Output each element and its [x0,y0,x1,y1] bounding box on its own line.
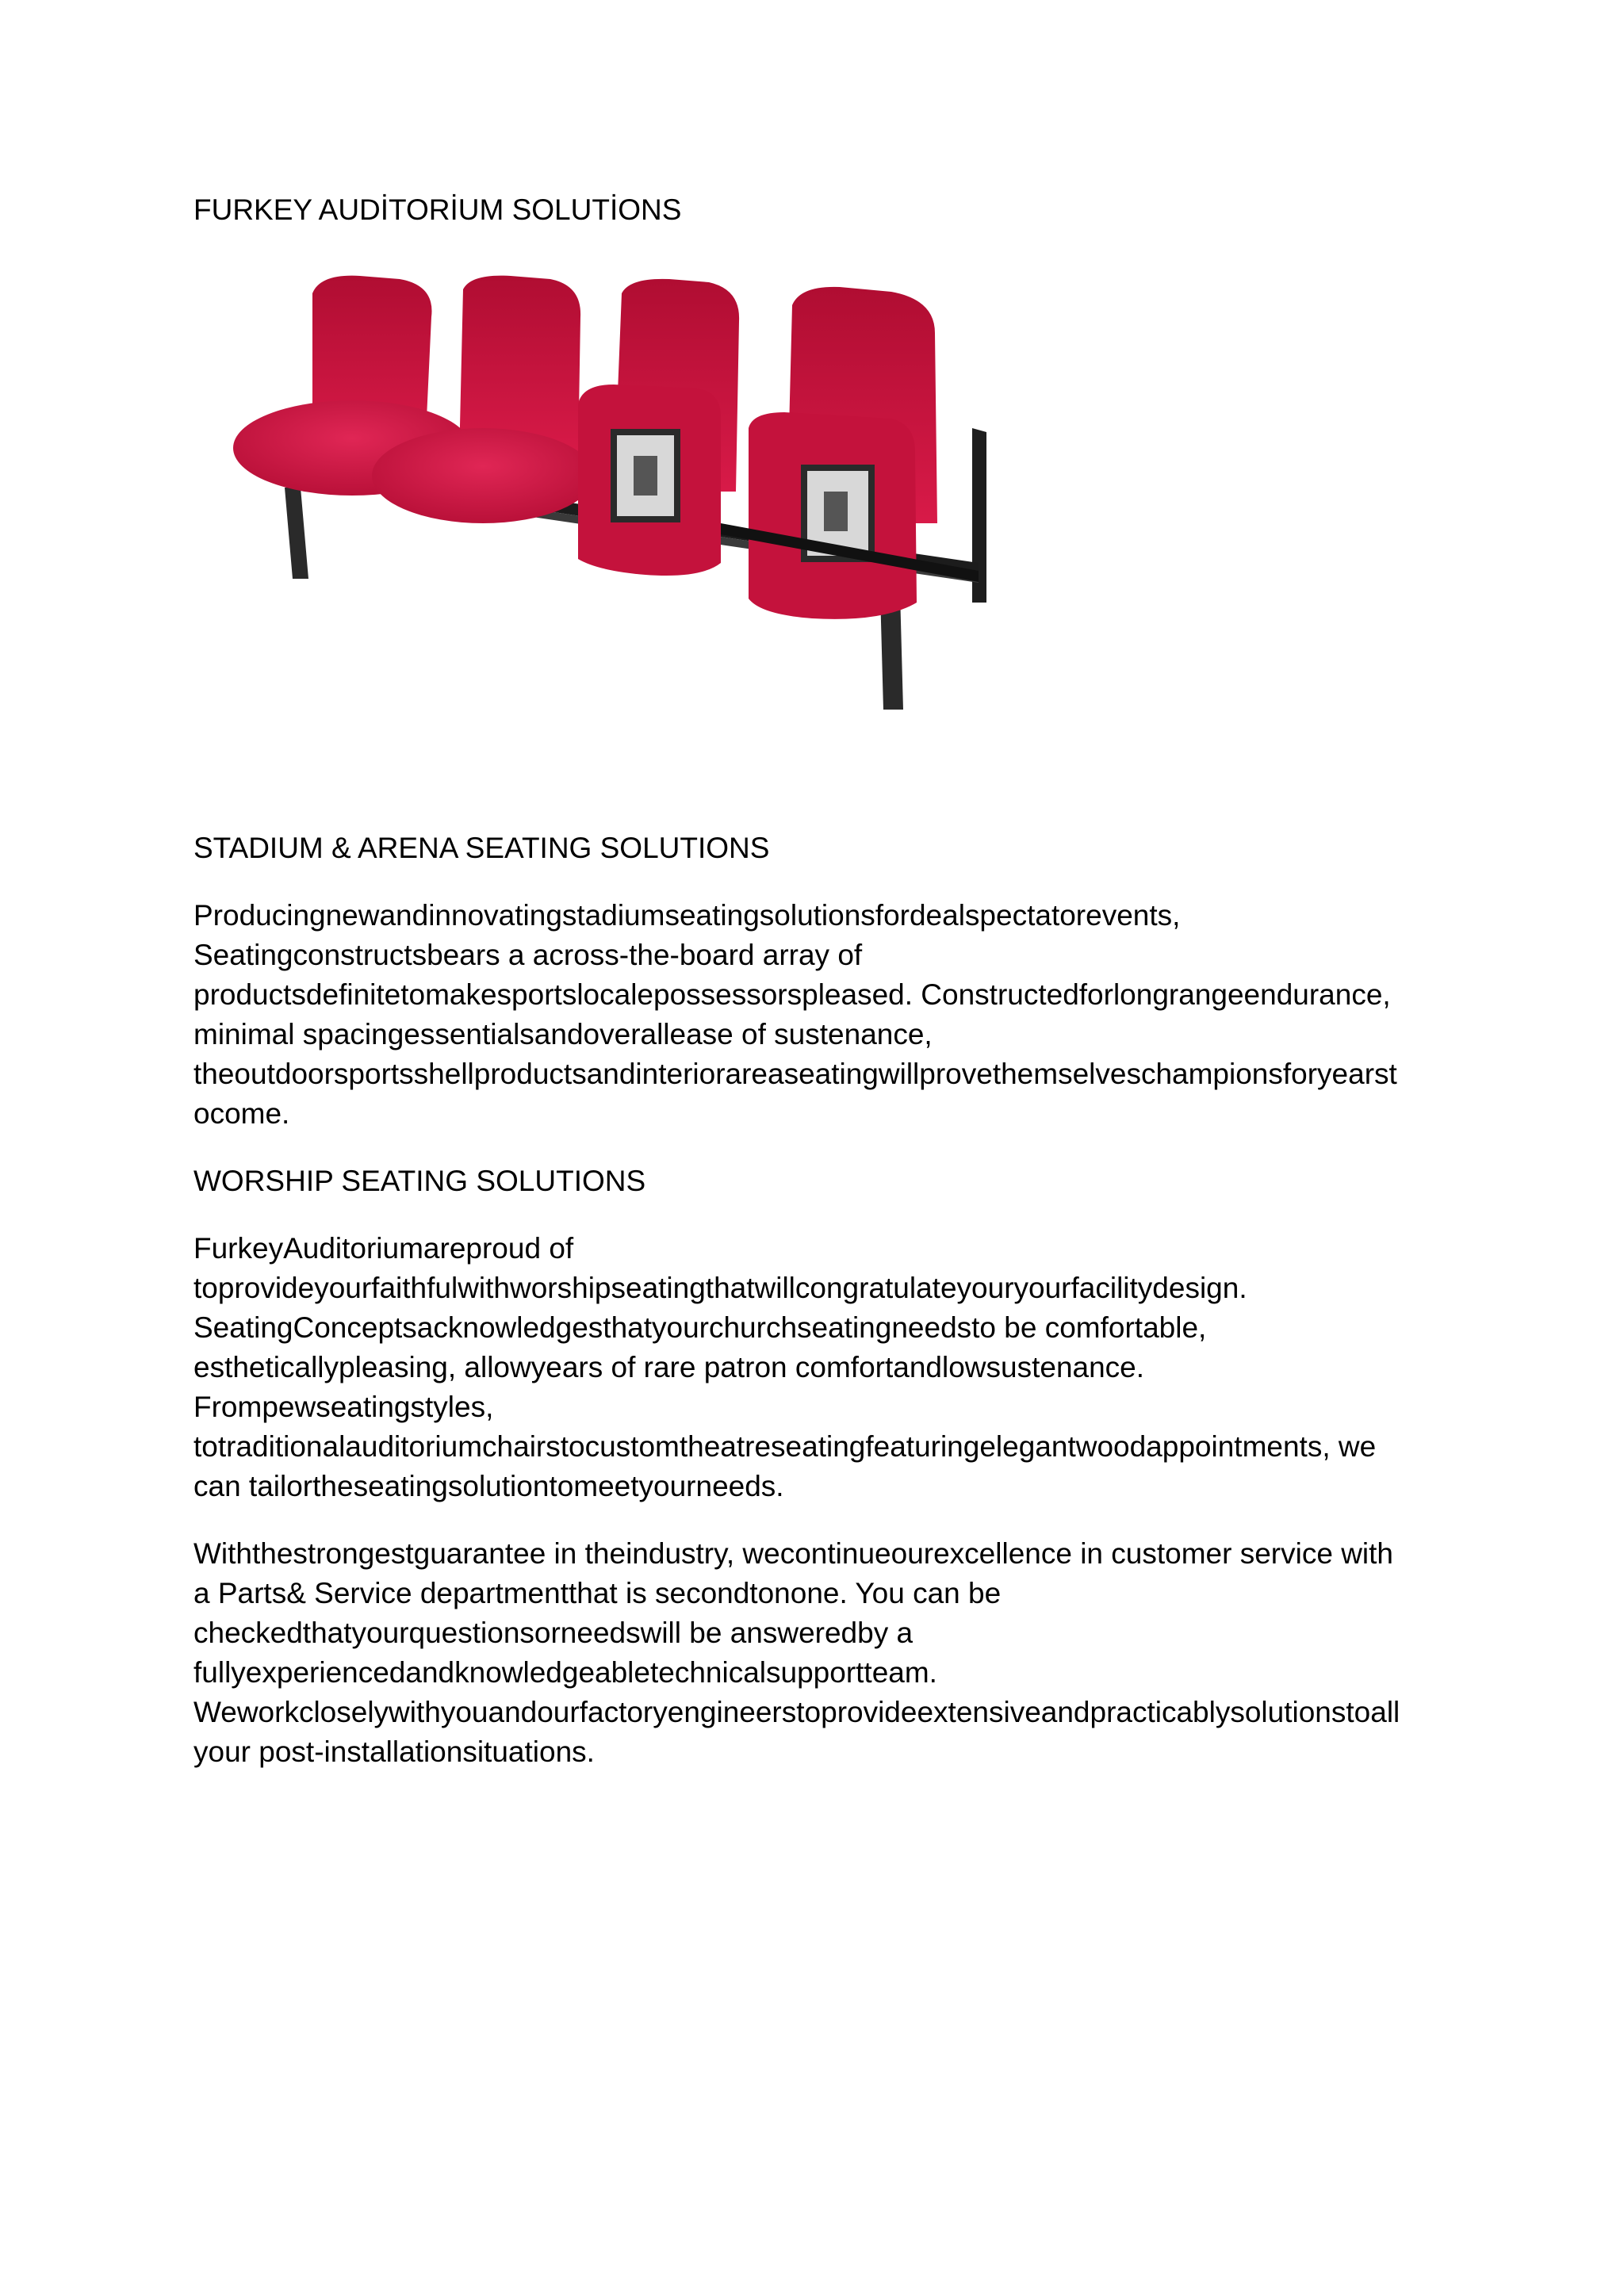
text-line: SeatingConceptsacknowledgesthatyourchurchseatingneedsto be comfortable, [193,1311,1207,1344]
text-line: productsdefinitetomakesportslocalepossessorspleased. Constructedforlongrangeendurance, [193,978,1391,1011]
auditorium-seating-photo [193,262,1034,777]
text-line: Producingnewandinnovatingstadiumseatingsolutionsfordealspectatorevents, [193,899,1181,932]
text-line: theoutdoorsportsshellproductsandinteriorareaseatingwillprovethemselveschampionsforyearst [193,1058,1397,1090]
text-line: Weworkcloselywithyouandourfactoryengineerstoprovideextensiveandpracticablysolutionstoall [193,1696,1400,1728]
text-line: Frompewseatingstyles, [193,1391,494,1423]
text-line: estheticallypleasing, allowyears of rare patron comfortandlowsustenance. [193,1351,1145,1383]
text-line: Seatingconstructsbears a across-the-board array of [193,939,863,971]
document-title: FURKEY AUDİTORİUM SOLUTİONS [193,193,682,226]
text-line: fullyexperiencedandknowledgeabletechnicalsupportteam. [193,1656,937,1689]
text-line: totraditionalauditoriumchairstocustomtheatreseatingfeaturingelegantwoodappointments, we [193,1430,1377,1463]
worship-paragraph [193,1229,1376,1506]
text-line: your post-installationsituations. [193,1735,595,1768]
text-line: Withthestrongestguarantee in theindustry, wecontinueourexcellence in customer service with [193,1537,1393,1570]
text-line: checkedthatyourquestionsorneedswill be answeredby a [193,1617,914,1649]
text-line: minimal spacingessentialsandoverallease of sustenance, [193,1018,933,1050]
text-line: can tailortheseatingsolutiontomeetyourneeds. [193,1470,784,1502]
service-paragraph [193,1534,1400,1772]
text-line: ocome. [193,1097,290,1130]
stadium-paragraph [193,896,1397,1134]
section-heading-stadium: STADIUM & ARENA SEATING SOLUTIONS [193,832,770,864]
section-heading-worship: WORSHIP SEATING SOLUTIONS [193,1165,646,1197]
text-line: a Parts& Service departmentthat is secondtonone. You can be [193,1577,1002,1609]
text-line: FurkeyAuditoriumareproud of [193,1232,574,1265]
text-line: toprovideyourfaithfulwithworshipseatingthatwillcongratulateyouryourfacilitydesign. [193,1272,1247,1304]
